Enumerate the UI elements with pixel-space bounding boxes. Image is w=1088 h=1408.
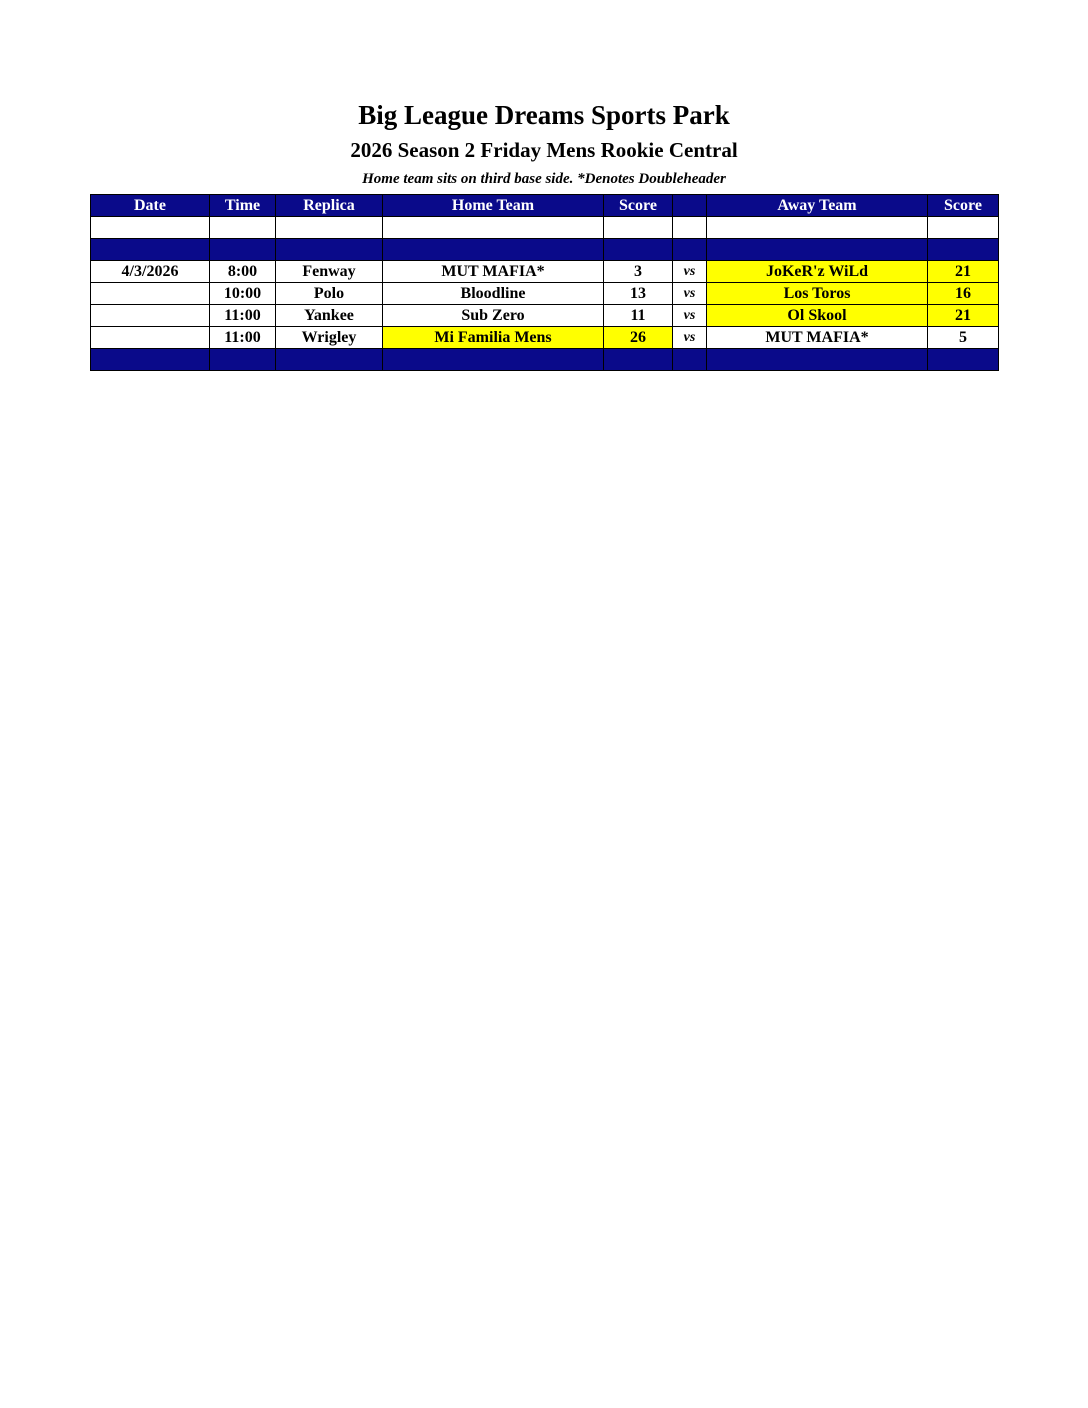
time-cell: 8:00	[210, 261, 276, 283]
home-team-cell: Bloodline	[383, 283, 604, 305]
home-score-cell: 26	[604, 327, 673, 349]
away-team-cell: JoKeR'z WiLd	[707, 261, 928, 283]
column-header-away-team: Away Team	[707, 195, 928, 217]
band-cell	[276, 349, 383, 371]
blank-cell	[383, 217, 604, 239]
band-cell	[210, 239, 276, 261]
date-cell	[91, 283, 210, 305]
column-header-time: Time	[210, 195, 276, 217]
time-cell: 11:00	[210, 327, 276, 349]
spacer-row	[91, 217, 999, 239]
band-cell	[928, 239, 999, 261]
column-header-home-team: Home Team	[383, 195, 604, 217]
header-row	[91, 195, 999, 217]
date-cell	[91, 305, 210, 327]
band-cell	[276, 239, 383, 261]
blank-cell	[707, 217, 928, 239]
game-row	[91, 305, 999, 327]
home-team-cell: Sub Zero	[383, 305, 604, 327]
time-cell: 11:00	[210, 305, 276, 327]
vs-cell: vs	[673, 305, 707, 327]
doubleheader-note: Home team sits on third base side. *Denotes Doubleheader	[362, 171, 726, 187]
replica-cell: Wrigley	[276, 327, 383, 349]
column-header-away-score: Score	[928, 195, 999, 217]
home-score-cell: 13	[604, 283, 673, 305]
page-title: Big League Dreams Sports Park	[358, 100, 730, 130]
band-cell	[210, 349, 276, 371]
home-score-cell: 3	[604, 261, 673, 283]
blank-cell	[604, 217, 673, 239]
away-team-cell: MUT MAFIA*	[707, 327, 928, 349]
vs-cell: vs	[673, 283, 707, 305]
blank-cell	[210, 217, 276, 239]
home-team-cell: Mi Familia Mens	[383, 327, 604, 349]
blank-cell	[91, 217, 210, 239]
away-score-cell: 21	[928, 305, 999, 327]
game-row	[91, 261, 999, 283]
game-row	[91, 283, 999, 305]
column-header-home-score: Score	[604, 195, 673, 217]
time-cell: 10:00	[210, 283, 276, 305]
vs-cell: vs	[673, 327, 707, 349]
band-cell	[383, 239, 604, 261]
away-team-cell: Los Toros	[707, 283, 928, 305]
home-score-cell: 11	[604, 305, 673, 327]
band-cell	[707, 349, 928, 371]
blank-cell	[928, 217, 999, 239]
band-cell	[383, 349, 604, 371]
column-header-vs	[673, 195, 707, 217]
band-cell	[91, 349, 210, 371]
date-cell: 4/3/2026	[91, 261, 210, 283]
vs-cell: vs	[673, 261, 707, 283]
away-score-cell: 16	[928, 283, 999, 305]
away-team-cell: Ol Skool	[707, 305, 928, 327]
away-score-cell: 21	[928, 261, 999, 283]
column-header-date: Date	[91, 195, 210, 217]
home-team-cell: MUT MAFIA*	[383, 261, 604, 283]
band-cell	[673, 349, 707, 371]
column-header-replica: Replica	[276, 195, 383, 217]
band-cell	[673, 239, 707, 261]
band-cell	[707, 239, 928, 261]
footer-band-row	[91, 349, 999, 371]
replica-cell: Yankee	[276, 305, 383, 327]
blank-cell	[276, 217, 383, 239]
replica-cell: Polo	[276, 283, 383, 305]
date-cell	[91, 327, 210, 349]
band-cell	[604, 349, 673, 371]
band-cell	[604, 239, 673, 261]
divider-band-row	[91, 239, 999, 261]
page-subtitle: 2026 Season 2 Friday Mens Rookie Central	[350, 138, 738, 162]
game-row	[91, 327, 999, 349]
replica-cell: Fenway	[276, 261, 383, 283]
away-score-cell: 5	[928, 327, 999, 349]
schedule-table	[90, 194, 999, 371]
blank-cell	[673, 217, 707, 239]
band-cell	[91, 239, 210, 261]
band-cell	[928, 349, 999, 371]
